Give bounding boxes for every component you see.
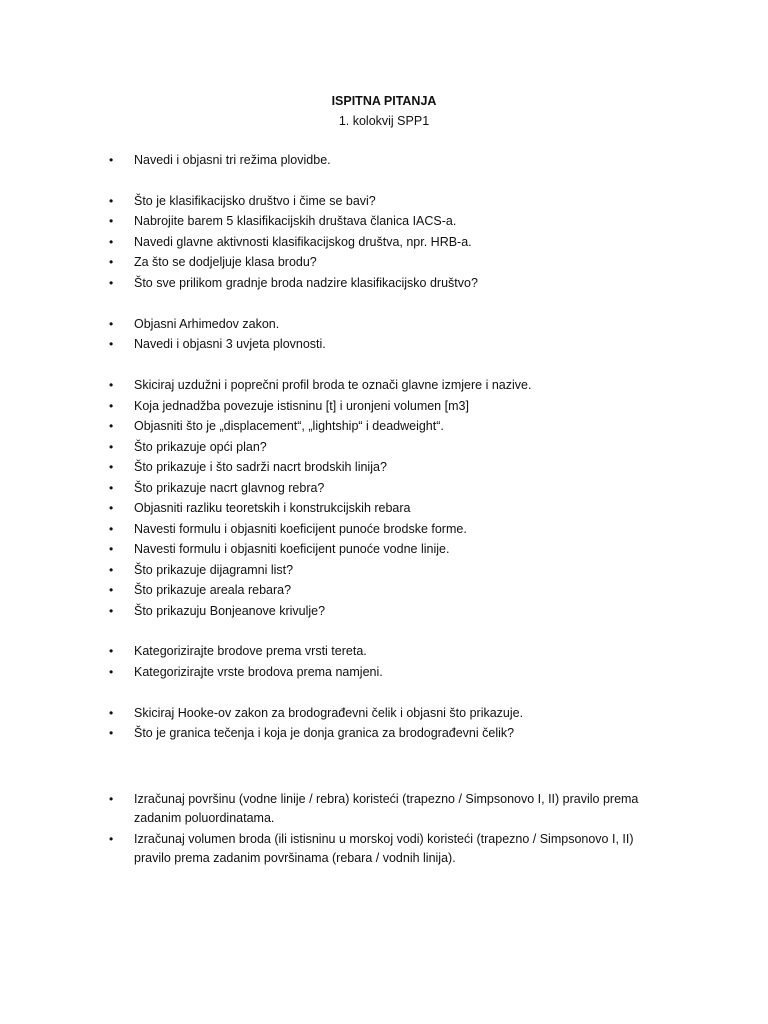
question-text: Navesti formulu i objasniti koeficijent punoće vodne linije. bbox=[134, 542, 450, 556]
bullet-icon: • bbox=[109, 337, 114, 351]
question-item bbox=[109, 458, 669, 477]
question-item bbox=[109, 233, 669, 252]
bullet-icon: • bbox=[109, 317, 114, 331]
question-text: Za što se dodjeljuje klasa brodu? bbox=[134, 255, 317, 269]
bullet-icon: • bbox=[109, 706, 114, 720]
question-text: Navedi i objasni tri režima plovidbe. bbox=[134, 153, 331, 167]
question-item bbox=[109, 642, 669, 661]
question-item bbox=[109, 151, 669, 170]
question-item bbox=[109, 790, 639, 828]
bullet-icon: • bbox=[109, 583, 114, 597]
question-item bbox=[109, 315, 669, 334]
bullet-icon: • bbox=[109, 665, 114, 679]
bullet-icon: • bbox=[109, 501, 114, 515]
question-text: Navesti formulu i objasniti koeficijent punoće brodske forme. bbox=[134, 522, 467, 536]
question-text: Kategorizirajte brodove prema vrsti tereta. bbox=[134, 644, 367, 658]
bullet-icon: • bbox=[109, 235, 114, 249]
question-text: Što je klasifikacijsko društvo i čime se bavi? bbox=[134, 194, 376, 208]
question-text: Što sve prilikom gradnje broda nadzire klasifikacijsko društvo? bbox=[134, 276, 478, 290]
question-text: Nabrojite barem 5 klasifikacijskih društava članica IACS-a. bbox=[134, 214, 457, 228]
question-item bbox=[109, 417, 669, 436]
question-text: Skiciraj Hooke-ov zakon za brodograđevni čelik i objasni što prikazuje. bbox=[134, 706, 524, 720]
question-item bbox=[109, 397, 669, 416]
question-text: Koja jednadžba povezuje istisninu [t] i uronjeni volumen [m3] bbox=[134, 399, 469, 413]
question-item bbox=[109, 704, 669, 723]
question-item bbox=[109, 376, 669, 395]
bullet-icon: • bbox=[109, 153, 114, 167]
question-item bbox=[109, 581, 669, 600]
question-item bbox=[109, 212, 669, 231]
question-text: Što je granica tečenja i koja je donja granica za brodograđevni čelik? bbox=[134, 726, 515, 740]
document-subtitle: 1. kolokvij SPP1 bbox=[338, 114, 430, 128]
question-text: Što prikazuje areala rebara? bbox=[134, 583, 292, 597]
bullet-icon: • bbox=[109, 440, 114, 454]
question-text: Što prikazuje dijagramni list? bbox=[134, 563, 294, 577]
bullet-icon: • bbox=[109, 542, 114, 556]
question-item bbox=[109, 561, 669, 580]
question-item bbox=[109, 192, 669, 211]
question-item bbox=[109, 335, 669, 354]
question-text: Skiciraj uzdužni i poprečni profil broda te označi glavne izmjere i nazive. bbox=[134, 378, 532, 392]
question-text: Izračunaj volumen broda (ili istisninu u morskoj vodi) koristeći (trapezno / Simpsonovo I, II) pravilo prema zadanim površinama (rebara / vodnih linija). bbox=[134, 832, 634, 865]
question-item bbox=[109, 274, 669, 293]
question-item bbox=[109, 499, 669, 518]
bullet-icon: • bbox=[109, 214, 114, 228]
bullet-icon: • bbox=[109, 522, 114, 536]
question-text: Objasni Arhimedov zakon. bbox=[134, 317, 280, 331]
question-text: Što prikazuje opći plan? bbox=[134, 440, 267, 454]
question-item bbox=[109, 830, 639, 868]
bullet-icon: • bbox=[109, 276, 114, 290]
document-title: ISPITNA PITANJA bbox=[331, 94, 437, 108]
bullet-icon: • bbox=[109, 378, 114, 392]
question-text: Izračunaj površinu (vodne linije / rebra) koristeći (trapezno / Simpsonovo I, II) pravilo prema zadanim poluordinatama. bbox=[134, 792, 639, 825]
bullet-icon: • bbox=[109, 563, 114, 577]
bullet-icon: • bbox=[109, 726, 114, 740]
bullet-icon: • bbox=[109, 792, 114, 806]
bullet-icon: • bbox=[109, 460, 114, 474]
bullet-icon: • bbox=[109, 832, 114, 846]
question-text: Navedi i objasni 3 uvjeta plovnosti. bbox=[134, 337, 326, 351]
question-text: Što prikazuje i što sadrži nacrt brodskih linija? bbox=[134, 460, 387, 474]
question-text: Navedi glavne aktivnosti klasifikacijskog društva, npr. HRB-a. bbox=[134, 235, 472, 249]
bullet-icon: • bbox=[109, 255, 114, 269]
question-text: Što prikazuje nacrt glavnog rebra? bbox=[134, 481, 325, 495]
question-item bbox=[109, 663, 669, 682]
bullet-icon: • bbox=[109, 481, 114, 495]
bullet-icon: • bbox=[109, 644, 114, 658]
bullet-icon: • bbox=[109, 604, 114, 618]
question-text: Kategorizirajte vrste brodova prema namjeni. bbox=[134, 665, 383, 679]
question-item bbox=[109, 479, 669, 498]
question-item bbox=[109, 724, 669, 743]
question-item bbox=[109, 253, 669, 272]
bullet-icon: • bbox=[109, 194, 114, 208]
question-item bbox=[109, 540, 669, 559]
question-item bbox=[109, 438, 669, 457]
question-item bbox=[109, 602, 669, 621]
question-text: Objasniti razliku teoretskih i konstrukcijskih rebara bbox=[134, 501, 411, 515]
bullet-icon: • bbox=[109, 419, 114, 433]
question-item bbox=[109, 520, 669, 539]
bullet-icon: • bbox=[109, 399, 114, 413]
question-text: Objasniti što je „displacement“, „lightship“ i deadweight“. bbox=[134, 419, 444, 433]
question-text: Što prikazuju Bonjeanove krivulje? bbox=[134, 604, 326, 618]
